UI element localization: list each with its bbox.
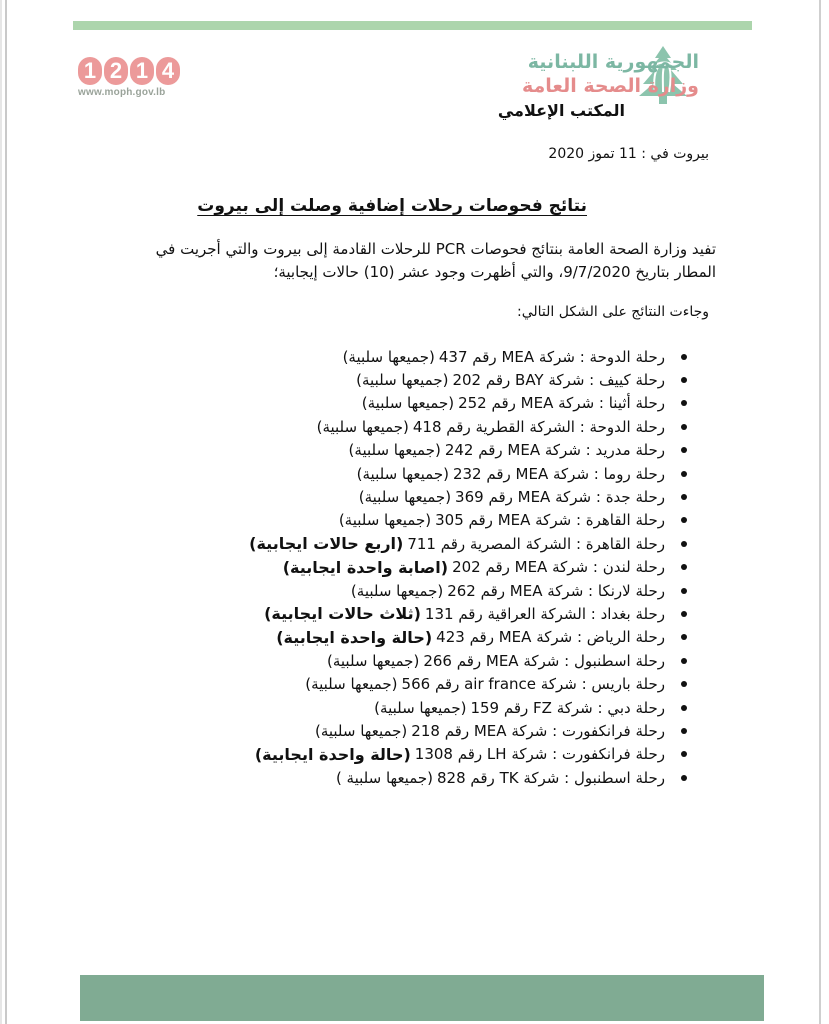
bullet-icon — [681, 424, 687, 430]
flight-result-item — [249, 485, 687, 508]
bullet-icon — [681, 377, 687, 383]
flight-info: رحلة دبي : شركة FZ رقم 159 — [470, 698, 665, 717]
hotline-number — [78, 57, 188, 85]
flight-result-item — [249, 672, 687, 695]
flight-info: رحلة مدريد : شركة MEA رقم 242 — [444, 441, 665, 460]
flight-result: (جميعها سلبية) — [316, 417, 409, 436]
bullet-icon — [681, 681, 687, 687]
flight-result-item — [249, 696, 687, 719]
bullet-icon — [681, 564, 687, 570]
flight-result: (جميعها سلبية) — [305, 675, 398, 694]
flight-result: (جميعها سلبية) — [338, 511, 432, 530]
website-url: www.moph.gov.lb — [78, 87, 166, 98]
flight-result: (حالة واحدة ايجابية) — [254, 744, 411, 764]
flight-result: (جميعها سلبية) — [350, 581, 444, 600]
flight-result-item — [249, 719, 687, 742]
bullet-icon — [681, 658, 687, 664]
hotline-logo — [78, 57, 188, 98]
bullet-icon — [681, 471, 687, 477]
flight-results-list — [249, 345, 687, 789]
flight-info: رحلة فرانكفورت : شركة LH رقم 1308 — [414, 745, 665, 764]
header-band — [73, 21, 752, 30]
flight-info: رحلة اسطنبول : شركة TK رقم 828 — [437, 768, 665, 787]
hotline-digit: 1 — [130, 57, 154, 85]
flight-info: رحلة القاهرة : شركة MEA رقم 305 — [435, 511, 665, 530]
flight-result-item — [249, 743, 687, 766]
flight-result-item — [249, 556, 687, 579]
flight-info: رحلة الدوحة : الشركة القطرية رقم 418 — [412, 417, 665, 436]
flight-info: رحلة الرياض : شركة MEA رقم 423 — [436, 628, 665, 647]
footer-band — [80, 975, 764, 1021]
flight-result-item — [249, 462, 687, 485]
flight-result: (جميعها سلبية) — [314, 721, 408, 740]
bullet-icon — [681, 751, 687, 757]
hotline-digit: 2 — [104, 57, 128, 85]
bullet-icon — [681, 494, 687, 500]
flight-result: (جميعها سلبية) — [356, 464, 449, 483]
flight-result: (حالة واحدة ايجابية) — [276, 627, 433, 647]
flight-result: (جميعها سلبية) — [358, 488, 452, 507]
flight-result: (جميعها سلبية) — [348, 441, 441, 460]
flight-result-item — [249, 368, 687, 391]
flight-result-item — [249, 579, 687, 602]
flight-result-item — [249, 345, 687, 368]
bullet-icon — [681, 588, 687, 594]
flight-result: (جميعها سلبية) — [374, 698, 467, 717]
flight-info: رحلة أثينا : شركة MEA رقم 252 — [458, 394, 665, 413]
flight-result-item — [249, 649, 687, 672]
flight-result: (جميعها سلبية) — [361, 394, 455, 413]
results-intro: وجاءت النتائج على الشكل التالي: — [517, 304, 709, 320]
ministry-name: وزارة الصحة العامة — [521, 75, 699, 97]
flight-result-item — [249, 392, 687, 415]
flight-result-item — [249, 415, 687, 438]
bullet-icon — [681, 400, 687, 406]
flight-result-item — [249, 532, 687, 555]
page-edge-shadow — [0, 0, 2, 1024]
flight-result: (اربع حالات ايجابية) — [249, 534, 404, 554]
flight-result-item — [249, 626, 687, 649]
flight-info: رحلة كييف : شركة BAY رقم 202 — [452, 371, 665, 390]
bullet-icon — [681, 611, 687, 617]
bullet-icon — [681, 705, 687, 711]
flight-info: رحلة الدوحة : شركة MEA رقم 437 — [438, 347, 665, 366]
bullet-icon — [681, 775, 687, 781]
flight-result: (جميعها سلبية) — [342, 347, 435, 366]
ministry-header — [522, 50, 699, 98]
flight-info: رحلة فرانكفورت : شركة MEA رقم 218 — [411, 721, 665, 740]
page-border-left — [5, 0, 7, 1024]
bullet-icon — [681, 354, 687, 360]
flight-info: رحلة لارنكا : شركة MEA رقم 262 — [447, 581, 665, 600]
document-date: بيروت في : 11 تموز 2020 — [548, 146, 709, 162]
flight-result-item — [249, 766, 687, 789]
bullet-icon — [681, 728, 687, 734]
flight-result-item — [249, 509, 687, 532]
flight-result: (جميعها سلبية) — [327, 651, 420, 670]
bullet-icon — [681, 517, 687, 523]
intro-paragraph: تفيد وزارة الصحة العامة بنتائج فحوصات PCR للرحلات القادمة إلى بيروت والتي أجريت في المطار بتاريخ 9/7/2020، والتي أظهرت وجود عشر (10) حالات إيجابية؛ — [155, 240, 716, 281]
flight-info: رحلة لندن : شركة MEA رقم 202 — [452, 558, 665, 577]
flight-info: رحلة بغداد : الشركة العراقية رقم 131 — [424, 604, 665, 623]
flight-info: رحلة جدة : شركة MEA رقم 369 — [455, 488, 665, 507]
flight-result: (ثلاث حالات ايجابية) — [264, 604, 421, 624]
flight-info: رحلة باريس : شركة air france رقم 566 — [401, 675, 665, 694]
republic-name: الجمهورية اللبنانية — [527, 51, 699, 73]
flight-result-item — [249, 439, 687, 462]
flight-result: (جميعها سلبية) — [356, 371, 449, 390]
flight-info: رحلة اسطنبول : شركة MEA رقم 266 — [423, 651, 665, 670]
flight-result-item — [249, 602, 687, 625]
bullet-icon — [681, 634, 687, 640]
document-title: نتائج فحوصات رحلات إضافية وصلت إلى بيروت — [197, 196, 587, 216]
hotline-digit: 1 — [78, 57, 102, 85]
flight-result: (اصابة واحدة ايجابية) — [282, 557, 449, 577]
flight-info: رحلة القاهرة : الشركة المصرية رقم 711 — [407, 534, 665, 553]
flight-result: (جميعها سلبية ) — [335, 768, 433, 787]
media-office-label: المكتب الإعلامي — [497, 101, 625, 120]
page-border-right — [819, 0, 821, 1024]
flight-info: رحلة روما : شركة MEA رقم 232 — [452, 464, 665, 483]
bullet-icon — [681, 447, 687, 453]
hotline-digit: 4 — [156, 57, 180, 85]
bullet-icon — [681, 541, 687, 547]
